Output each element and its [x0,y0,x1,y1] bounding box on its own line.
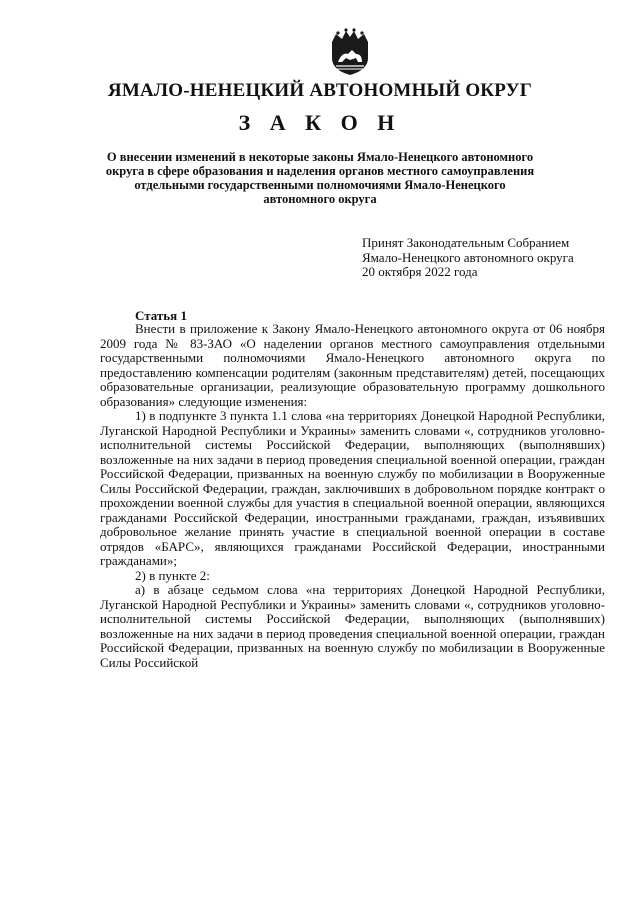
adoption-note [362,236,632,280]
coat-of-arms-emblem [328,28,372,76]
adoption-date: 20 октября 2022 года [362,264,478,279]
region-title: ЯМАЛО-НЕНЕЦКИЙ АВТОНОМНЫЙ ОКРУГ [107,80,533,101]
paragraph: Внести в приложение к Закону Ямало-Ненецкого автономного округа от 06 ноября 2009 года № 83-ЗАО «О наделении органов местного самоуправления отдельными государственными полномочиями Ямало-Ненецкого автономного округа по предоставлению компенсации родителям (законным представителям) детей, посещающих образовательные организации, реализующие образовательную программу дошкольного образования» следующие изменения: [100,321,605,409]
paragraph: 1) в подпункте 3 пункта 1.1 слова «на территориях Донецкой Народной Республики, Луганской Народной Республики и Украины» заменить словами «, сотрудников уголовно-исполнительной системы Российской Федерации, выполняющих (выполнявших) возложенные на них задачи в период проведения специальной военной операции, граждан Российской Федерации, призванных на военную службу по мобилизации в Вооруженные Силы Российской Федерации, граждан, заключивших в добровольном порядке контракт о прохождении военной службы для участия в специальной военной операции, являющихся гражданами Российской Федерации, иностранными гражданами, граждан, изъявивших добровольное желание принять участие в специальной военной операции в составе отрядов «БАРС», являющихся гражданами Российской Федерации, иностранными гражданами»; [100,408,605,568]
document-type-title: З А К О Н [238,110,402,135]
law-subject-heading: О внесении изменений в некоторые законы Ямало-Ненецкого автономного округа в сфере образования и наделения органов местного самоуправления отдельными государственными полномочиями Ямало-Ненецкого автономного округа [105,150,535,206]
paragraph: 2) в пункте 2: [135,567,210,583]
article-title: Статья 1 [135,308,187,323]
adoption-line-1: Принят Законодательным Собранием [362,235,570,250]
paragraph: а) в абзаце седьмом слова «на территориях Донецкой Народной Республики, Луганской Народной Республики и Украины» заменить словами «, сотрудников уголовно-исполнительной системы Российской Федерации, выполняющих (выполнявших) возложенные на них задачи в период проведения специальной военной операции, граждан Российской Федерации, призванных на военную службу по мобилизации в Вооруженные Силы Российской [100,582,605,670]
article-body [100,322,605,670]
adoption-line-2: Ямало-Ненецкого автономного округа [362,249,574,265]
